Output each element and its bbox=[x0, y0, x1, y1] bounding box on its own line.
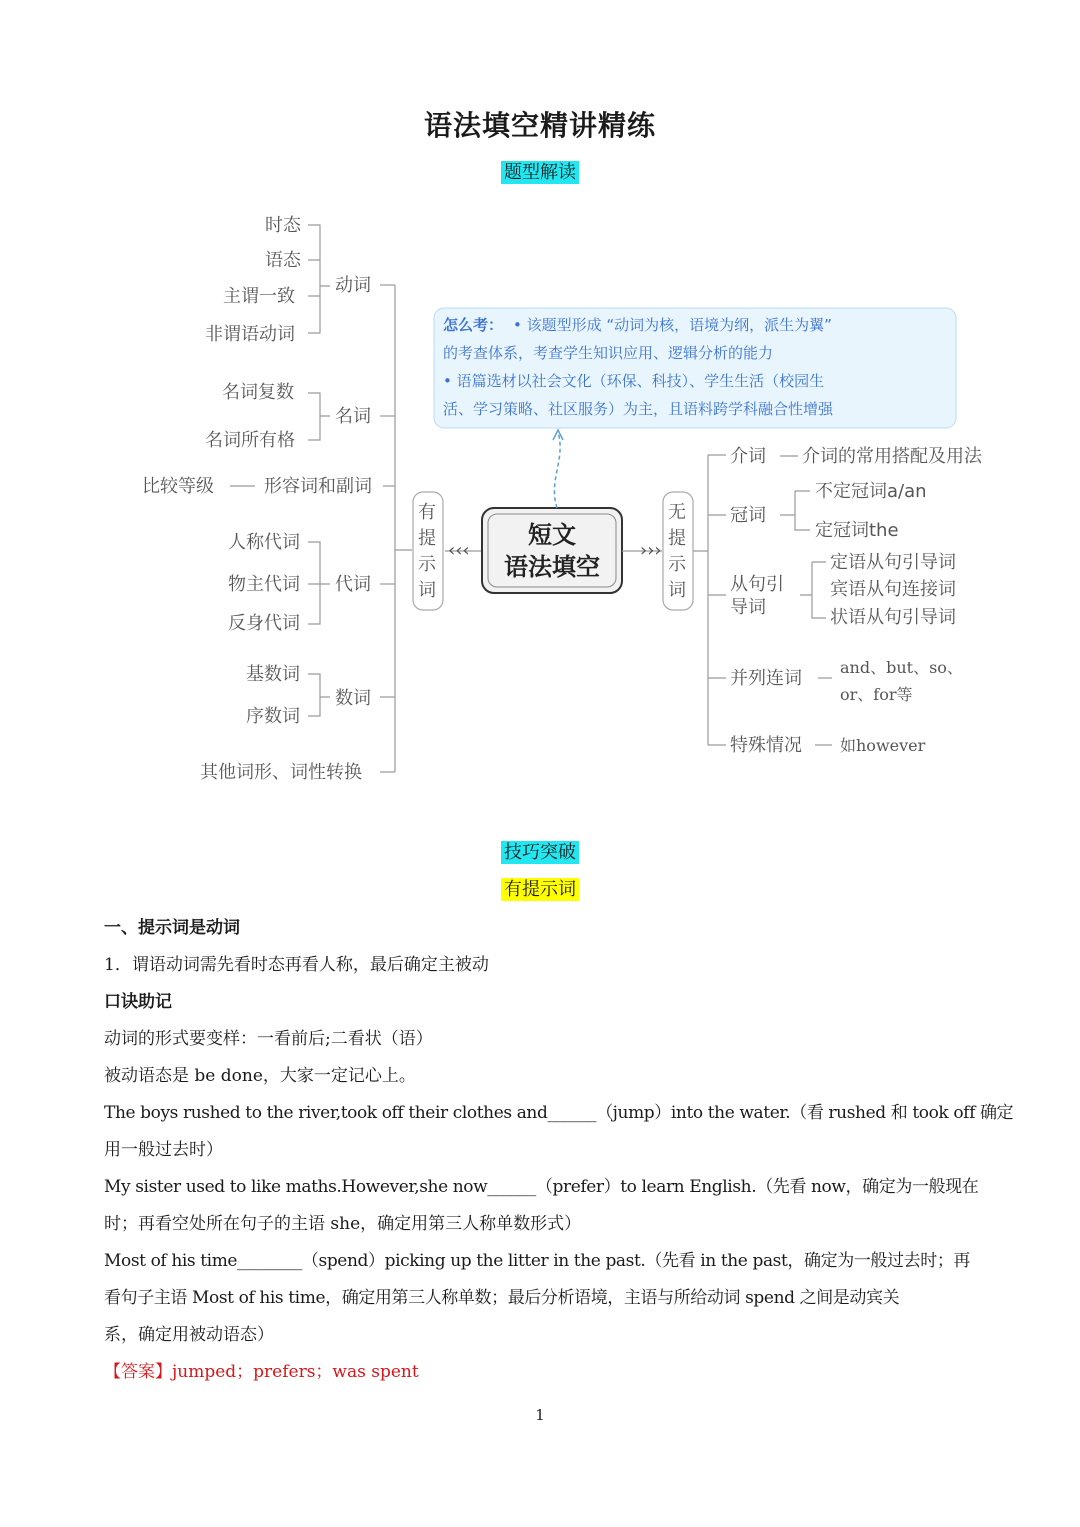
node-noun: 名词 bbox=[335, 406, 371, 427]
node-cardinal: 基数词 bbox=[246, 664, 300, 685]
node-adj-adv: 形容词和副词 bbox=[264, 476, 372, 497]
verb-branch bbox=[205, 215, 395, 345]
conj-branch bbox=[708, 658, 963, 704]
node-attributive: 定语从句引导词 bbox=[830, 552, 956, 573]
note-line-3: • 语篇选材以社会文化（环保、科技）、学生生活（校园生 bbox=[443, 372, 825, 390]
node-coord-conj: 并列连词 bbox=[730, 668, 802, 689]
node-possessive-pron: 物主代词 bbox=[228, 574, 300, 595]
center-title-1: 短文 bbox=[528, 521, 576, 549]
node-agreement: 主谓一致 bbox=[223, 286, 295, 307]
node-article: 冠词 bbox=[730, 505, 766, 526]
article-branch bbox=[708, 481, 927, 541]
node-numeral: 数词 bbox=[335, 688, 371, 709]
svg-text:‹‹‹: ‹‹‹ bbox=[448, 540, 470, 561]
mnemonic-1: 动词的形式要变样：一看前后;二看状（语） bbox=[104, 1029, 433, 1049]
section-heading-skills: 技巧突破 bbox=[0, 838, 1080, 864]
node-conj-examples-2: or、for等 bbox=[840, 685, 913, 704]
noun-branch bbox=[205, 382, 395, 451]
example-2-line-2: 时；再看空处所在句子的主语 she，确定用第三人称单数形式） bbox=[104, 1214, 582, 1234]
mnemonic-title: 口诀助记 bbox=[104, 992, 172, 1012]
svg-text:无: 无 bbox=[668, 502, 686, 523]
mind-map bbox=[0, 200, 1080, 800]
node-comparison: 比较等级 bbox=[142, 476, 214, 497]
node-preposition: 介词 bbox=[730, 446, 766, 467]
note-line-2: 的考查体系，考查学生知识应用、逻辑分析的能力 bbox=[443, 344, 774, 362]
node-tense: 时态 bbox=[265, 215, 301, 236]
svg-text:有: 有 bbox=[418, 502, 436, 523]
section-heading-type-analysis: 题型解读 bbox=[0, 158, 1080, 184]
node-reflexive-pron: 反身代词 bbox=[228, 613, 300, 634]
page-number: 1 bbox=[535, 1406, 545, 1424]
node-other-forms: 其他词形、词性转换 bbox=[200, 762, 362, 783]
example-3-line-3: 系，确定用被动语态） bbox=[104, 1325, 274, 1345]
svg-text:提: 提 bbox=[668, 528, 686, 549]
adj-branch bbox=[142, 476, 395, 497]
rule-1: 1．谓语动词需先看时态再看人称，最后确定主被动 bbox=[104, 955, 489, 975]
heading-verb: 一、提示词是动词 bbox=[104, 918, 240, 938]
special-branch bbox=[708, 735, 926, 756]
page-title: 语法填空精讲精练 bbox=[423, 109, 656, 142]
node-prep-usage: 介词的常用搭配及用法 bbox=[802, 446, 982, 467]
note-line-4: 活、学习策略、社区服务）为主，且语料跨学科融合性增强 bbox=[443, 400, 834, 418]
example-3-line-1: Most of his time________（spend）picking up the litter in the past.（先看 in the past，确定为一般过去时；再 bbox=[104, 1251, 971, 1271]
svg-text:示: 示 bbox=[418, 554, 436, 575]
prep-branch bbox=[708, 446, 983, 467]
lesson-content bbox=[104, 910, 1014, 1391]
answer-label: 【答案】 bbox=[104, 1362, 172, 1382]
node-possessive: 名词所有格 bbox=[205, 430, 295, 451]
center-title-2: 语法填空 bbox=[504, 553, 600, 581]
svg-text:词: 词 bbox=[418, 580, 436, 601]
node-nonfinite: 非谓语动词 bbox=[205, 324, 295, 345]
answer-line bbox=[104, 1354, 980, 1391]
answer-text: jumped；prefers；was spent bbox=[172, 1362, 419, 1382]
node-special: 特殊情况 bbox=[730, 735, 802, 756]
svg-text:提: 提 bbox=[418, 528, 436, 549]
example-1-line-1: The boys rushed to the river,took off their clothes and______（jump）into the water.（看 rushed 和 took off 确定 bbox=[104, 1103, 1014, 1123]
exam-note bbox=[434, 308, 956, 428]
node-voice: 语态 bbox=[265, 250, 301, 271]
node-clause-2: 导词 bbox=[730, 597, 766, 618]
node-pronoun: 代词 bbox=[335, 574, 371, 595]
node-indefinite-article: 不定冠词a/an bbox=[815, 481, 927, 502]
node-verb: 动词 bbox=[335, 275, 371, 296]
example-1-line-2: 用一般过去时） bbox=[104, 1140, 223, 1160]
node-conj-examples-1: and、but、so、 bbox=[840, 658, 963, 677]
example-2-line-1: My sister used to like maths.However,she now______（prefer）to learn English.（先看 now，确定为一般现在 bbox=[104, 1177, 979, 1197]
svg-text:词: 词 bbox=[668, 580, 686, 601]
node-object-clause: 宾语从句连接词 bbox=[830, 579, 956, 600]
node-adverbial: 状语从句引导词 bbox=[830, 607, 956, 628]
node-ordinal: 序数词 bbox=[246, 706, 300, 727]
node-personal-pron: 人称代词 bbox=[228, 532, 300, 553]
section-heading-with-hint: 有提示词 bbox=[0, 875, 1080, 901]
clause-branch bbox=[708, 552, 956, 628]
example-3-line-2: 看句子主语 Most of his time，确定用第三人称单数；最后分析语境，主语与所给动词 spend 之间是动宾关 bbox=[104, 1288, 900, 1308]
note-label: 怎么考： bbox=[443, 316, 504, 334]
mnemonic-2: 被动语态是 be done，大家一定记心上。 bbox=[104, 1066, 416, 1086]
svg-text:示: 示 bbox=[668, 554, 686, 575]
node-clause-1: 从句引 bbox=[730, 574, 784, 595]
note-line-1: • 该题型形成 “动词为核，语境为纲，派生为翼” bbox=[513, 316, 832, 334]
numeral-branch bbox=[246, 664, 395, 727]
svg-text:›››: ››› bbox=[640, 540, 662, 561]
node-plural: 名词复数 bbox=[222, 382, 294, 403]
node-however: 如however bbox=[840, 736, 926, 755]
node-definite-article: 定冠词the bbox=[815, 520, 899, 541]
pronoun-branch bbox=[228, 532, 395, 634]
